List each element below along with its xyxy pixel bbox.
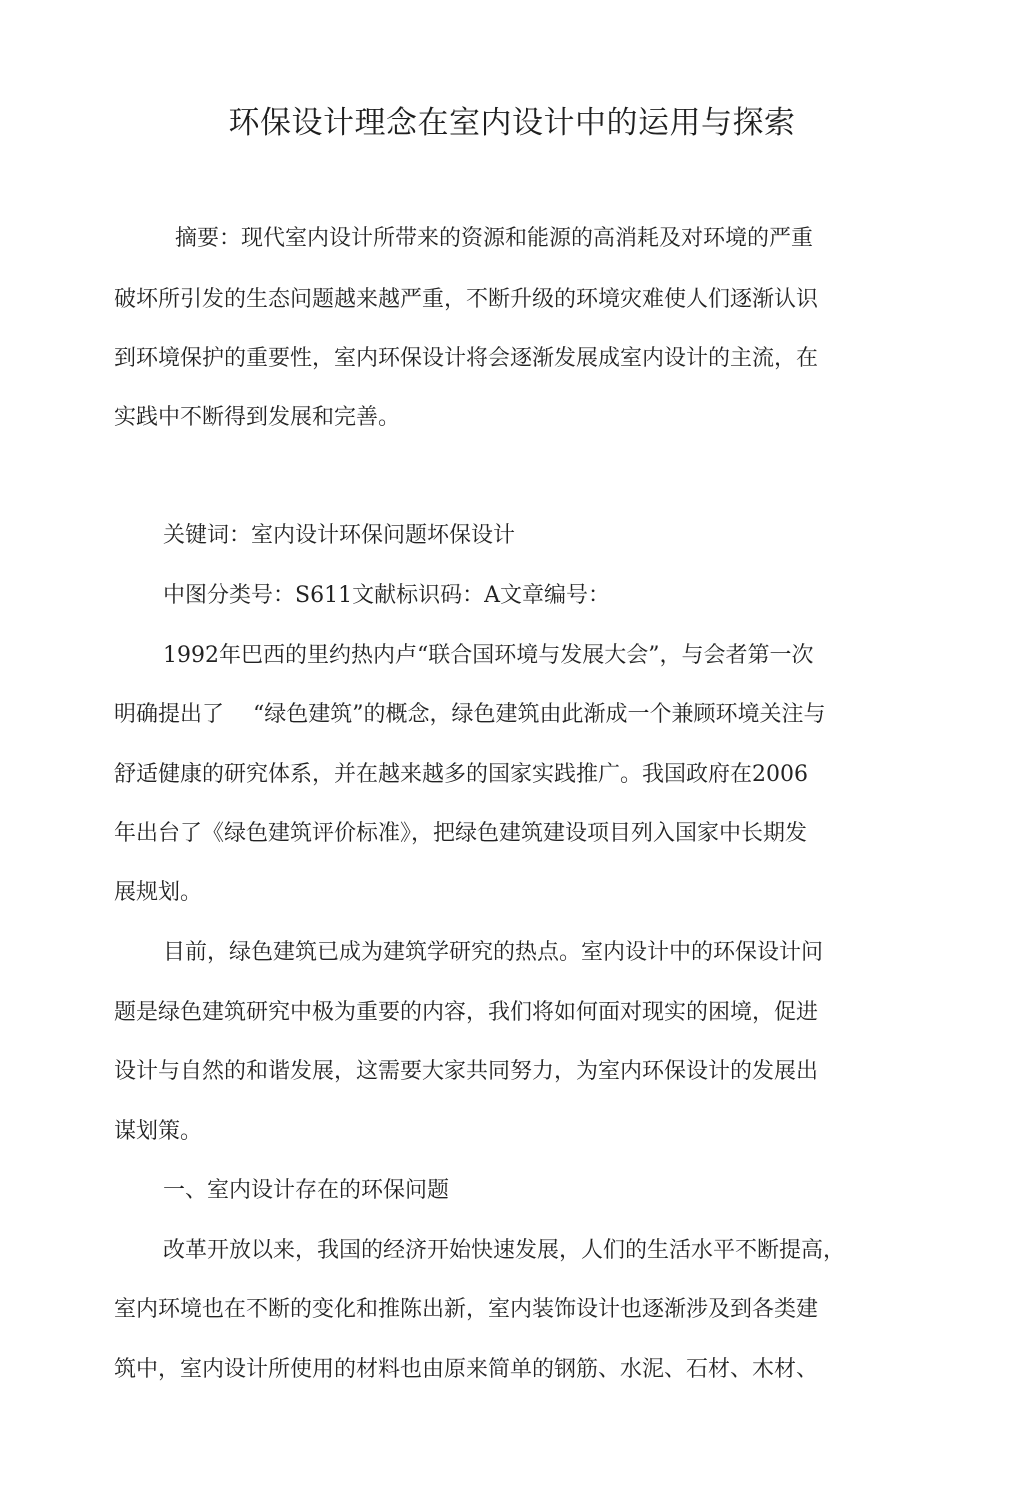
abstract-line-3: 到环境保护的重要性，室内环保设计将会逐渐发展成室内设计的主流，在 xyxy=(114,346,819,371)
page-title: 环保设计理念在室内设计中的运用与探索 xyxy=(228,105,796,141)
abstract-line-1: 摘要：现代室内设计所带来的资源和能源的高消耗及对环境的严重 xyxy=(175,226,814,251)
abstract-line-4: 实践中不断得到发展和完善。 xyxy=(114,405,401,430)
keywords-line: 关键词：室内设计环保问题坏保设计 xyxy=(163,523,516,548)
body-line-8: 设计与自然的和谐发展，这需要大家共同努力，为室内环保设计的发展出 xyxy=(114,1059,819,1084)
body-line-10: 改革开放以来，我国的经济开始快速发展，人们的生活水平不断提高， xyxy=(163,1238,846,1263)
body-line-3: 舒适健康的研究体系，并在越来越多的国家实践推广。我国政府在2006 xyxy=(114,762,808,787)
body-line-12: 筑中，室内设计所使用的材料也由原来简单的钢筋、水泥、石材、木材、 xyxy=(114,1357,819,1382)
body-line-9: 谋划策。 xyxy=(114,1119,203,1144)
abstract-line-2: 破坏所引发的生态问题越来越严重，不断升级的环境灾难使人们逐渐认识 xyxy=(114,287,819,312)
body-line-5: 展规划。 xyxy=(114,880,203,905)
body-line-11: 室内环境也在不断的变化和推陈出新，室内装饰设计也逐渐涉及到各类建 xyxy=(114,1297,819,1322)
body-line-7: 题是绿色建筑研究中极为重要的内容，我们将如何面对现实的困境，促进 xyxy=(114,1000,819,1025)
body-line-6: 目前，绿色建筑已成为建筑学研究的热点。室内设计中的环保设计问 xyxy=(163,940,824,965)
body-line-4: 年出台了《绿色建筑评价标准》，把绿色建筑建设项目列入国家中长期发 xyxy=(114,821,808,846)
classification-line: 中图分类号：S611文献标识码：A文章编号： xyxy=(163,583,610,608)
body-line-2: 明确提出了 “绿色建筑”的概念，绿色建筑由此渐成一个兼顾环境关注与 xyxy=(114,702,826,727)
body-line-1: 1992年巴西的里约热内卢“联合国环境与发展大会”，与会者第一次 xyxy=(163,643,814,668)
section-heading: 一、室内设计存在的环保问题 xyxy=(163,1178,450,1203)
